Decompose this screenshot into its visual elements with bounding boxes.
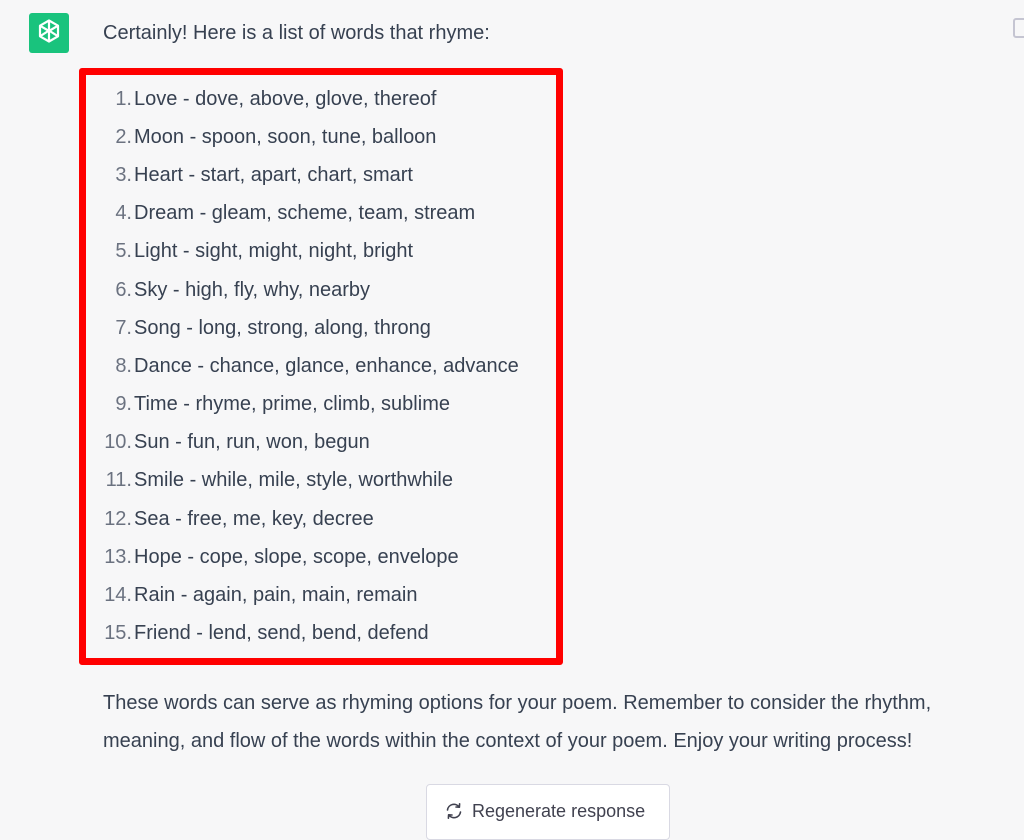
item-text: Sea - free, me, key, decree [134,507,374,530]
item-text: Time - rhyme, prime, climb, sublime [134,393,450,416]
item-text: Love - dove, above, glove, thereof [134,87,437,110]
item-number: 9. [115,393,132,416]
list-item [88,500,519,538]
item-text: Rain - again, pain, main, remain [134,584,418,607]
list-item [88,386,519,424]
list-item [88,233,519,271]
item-number: 7. [115,316,132,339]
openai-logo-icon [35,17,63,50]
list-item [88,80,519,118]
list-item [88,195,519,233]
item-text: Friend - lend, send, bend, defend [134,622,429,645]
item-number: 4. [115,202,132,225]
item-text: Heart - start, apart, chart, smart [134,163,413,186]
list-item [88,118,519,156]
regenerate-label: Regenerate response [472,801,646,821]
item-number: 6. [115,278,132,301]
item-number: 14. [104,584,132,607]
list-item [88,615,519,653]
intro-text: Certainly! Here is a list of words that rhyme: [103,22,490,44]
item-text: Hope - cope, slope, scope, envelope [134,545,459,568]
outro-text: These words can serve as rhyming options for your poem. Remember to consider the rhythm, meaning, and flow of the words within the context of your poem. Enjoy your writing process! [103,692,932,752]
list-item [88,156,519,194]
item-number: 11. [105,469,132,492]
item-number: 5. [115,240,132,263]
item-text: Dance - chance, glance, enhance, advance [134,354,519,377]
item-text: Sun - fun, run, won, begun [134,431,370,454]
item-text: Dream - gleam, scheme, team, stream [134,202,476,225]
refresh-icon [445,802,463,820]
item-number: 12. [104,507,132,530]
item-text: Sky - high, fly, why, nearby [134,278,371,301]
regenerate-response-button[interactable] [426,784,670,840]
item-number: 8. [115,354,132,377]
rhyme-list [88,80,519,653]
list-item [88,538,519,576]
item-number: 10. [104,431,132,454]
item-number: 2. [115,125,132,148]
clipboard-icon[interactable] [1013,18,1024,38]
item-number: 1. [115,87,132,110]
item-text: Light - sight, might, night, bright [134,240,414,263]
list-item [88,462,519,500]
list-item [88,309,519,347]
list-item [88,271,519,309]
list-item [88,424,519,462]
item-text: Song - long, strong, along, throng [134,316,431,339]
list-item [88,576,519,614]
assistant-avatar [29,13,69,53]
list-item [88,347,519,385]
item-text: Moon - spoon, soon, tune, balloon [134,125,437,148]
item-number: 3. [115,163,132,186]
item-number: 15. [104,622,132,645]
item-number: 13. [104,545,132,568]
item-text: Smile - while, mile, style, worthwhile [134,469,453,492]
